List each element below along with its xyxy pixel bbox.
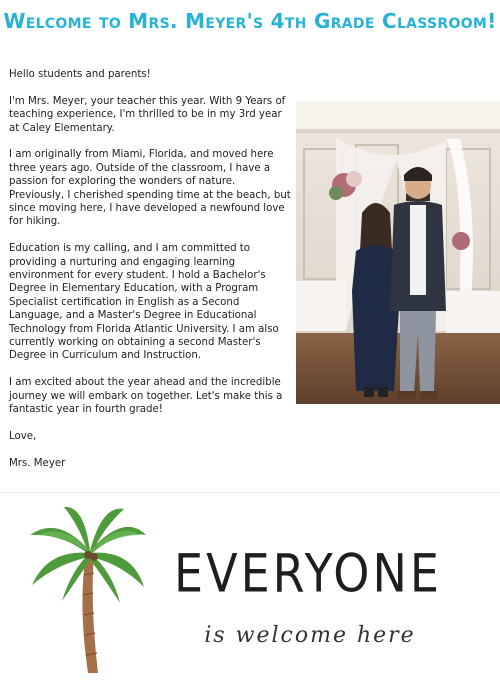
letter-closing: Love, [9,430,37,442]
banner-headline: EVERYONE [174,541,442,605]
letter-paragraph-education: Education is my calling, and I am committed to providing a nurturing and engaging learning environment for every student. I hold a Bachelor's Degree in Elementary Education, with a Program Specialist certification in English as a Second Language, and a Master's Degree in Educational Technology from Florida Atlantic University. I am also currently working on obtaining a second Master's Degree in Curriculum and Instruction. [9,243,279,362]
letter-greeting: Hello students and parents! [9,69,151,80]
palm-tree-icon [28,505,148,675]
banner-tagline: is welcome here [204,623,416,648]
letter-paragraph-background: I am originally from Miami, Florida, and moved here three years ago. Outside of the classroom, I have a passion for exploring the wonders of nature. Previously, I cherished spending time at the beach, but since moving here, I have developed a newfound love for hiking. [9,149,291,228]
letter-paragraph-intro: I'm Mrs. Meyer, your teacher this year. With 9 Years of teaching experience, I'm thrilled to be in my 3rd year at Caley Elementary. [9,95,286,134]
teacher-photo [296,101,500,404]
letter-signature: Mrs. Meyer [9,457,66,469]
letter-body [9,68,291,483]
letter-paragraph-closing: I am excited about the year ahead and the incredible journey we will embark on together. Let's make this a fantastic year in fourth grade! [9,377,283,416]
page-title: Welcome to Mrs. Meyer's 4th Grade Classroom! [3,9,497,33]
section-divider [0,492,500,493]
